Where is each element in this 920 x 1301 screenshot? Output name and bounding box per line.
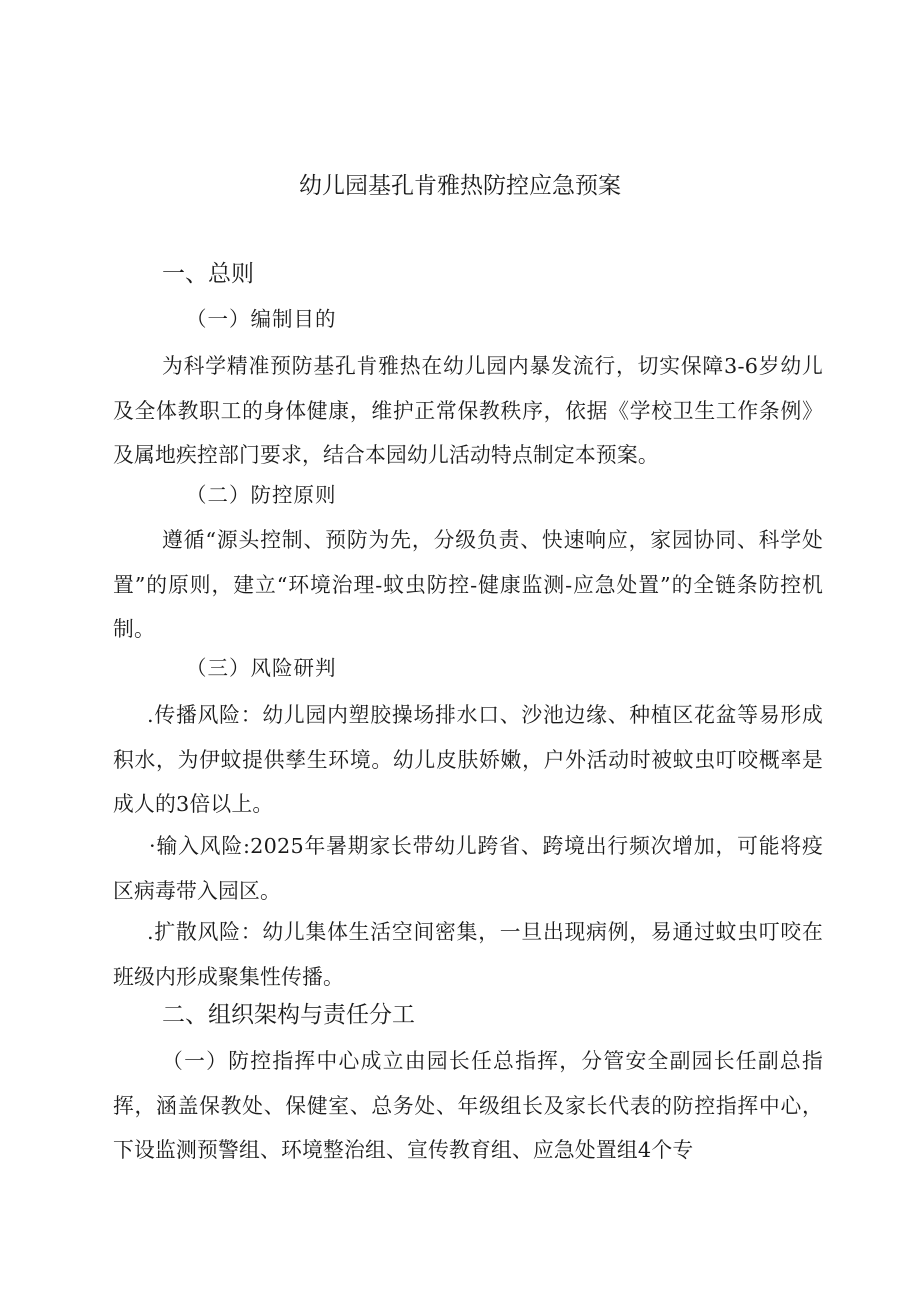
paragraph-principles: 遵循“源头控制、预防为先，分级负责、快速响应，家园协同、科学处置”的原则，建立“环境治理-蚊虫防控-健康监测-应急处置”的全链条防控机制。 xyxy=(113,528,823,641)
subsection-heading-purpose: （一）编制目的 xyxy=(186,307,337,331)
subsection-heading-risk: （三）风险研判 xyxy=(186,656,337,680)
section-heading-organization: 二、组织架构与责任分工 xyxy=(162,1002,415,1028)
paragraph-purpose: 为科学精准预防基孔肯雅热在幼儿园内暴发流行，切实保障3-6岁幼儿及全体教职工的身体健康，维护正常保教秩序，依据《学校卫生工作条例》及属地疾控部门要求，结合本园幼儿活动特点制定本预案。 xyxy=(113,354,823,467)
subsection-heading-principles: （二）防控原则 xyxy=(186,483,337,507)
document-title: 幼儿园基孔肯雅热防控应急预案 xyxy=(299,173,621,199)
paragraph-organization: （一）防控指挥中心成立由园长任总指挥，分管安全副园长任副总指挥，涵盖保教处、保健室、总务处、年级组长及家长代表的防控指挥中心，下设监测预警组、环境整治组、宣传教育组、应急处置组4个专 xyxy=(113,1049,823,1162)
risk-item-spread: .扩散风险：幼儿集体生活空间密集，一旦出现病例，易通过蚊虫叮咬在班级内形成聚集性传播。 xyxy=(113,920,823,989)
risk-item-transmission: .传播风险：幼儿园内塑胶操场排水口、沙池边缘、种植区花盆等易形成积水，为伊蚊提供孳生环境。幼儿皮肤娇嫩，户外活动时被蚊虫叮咬概率是成人的3倍以上。 xyxy=(113,703,823,816)
section-heading-general: 一、总则 xyxy=(162,261,254,287)
risk-item-import: ·输入风险:2025年暑期家长带幼儿跨省、跨境出行频次增加，可能将疫区病毒带入园区。 xyxy=(113,834,823,903)
